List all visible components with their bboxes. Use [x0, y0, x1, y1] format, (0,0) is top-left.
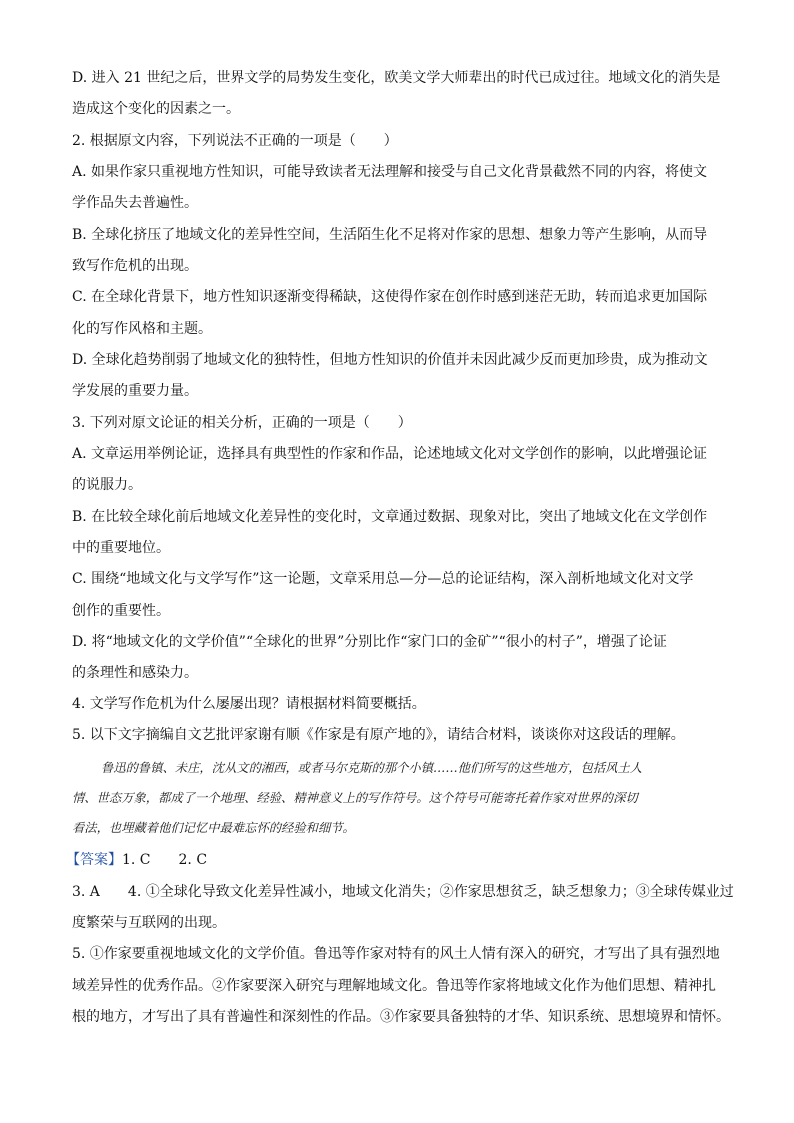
answer-line-6: 根的地方，才写出了具有普遍性和深刻性的作品。③作家要具备独特的才华、知识系统、思想境界和情怀。: [72, 1009, 730, 1025]
quote-line-1: 鲁迅的鲁镇、未庄，沈从文的湘西，或者马尔克斯的那个小镇……他们所写的这些地方，包括风土人: [101, 761, 643, 775]
q3-option-a-line-1: A. 文章运用举例论证，选择具有典型性的作家和作品，论述地域文化对文学创作的影响，以此增强论证: [72, 446, 708, 462]
answer-label: 【答案】: [66, 852, 122, 868]
q3-option-b-line-1: B. 在比较全球化前后地域文化差异性的变化时，文章通过数据、现象对比，突出了地域文化在文学创作: [72, 509, 708, 525]
answer-line-4: 5. ①作家要重视地域文化的文学价值。鲁迅等作家对特有的风土人情有深入的研究，才写出了具有强烈地: [72, 946, 720, 962]
q2-option-c-line-2: 化的写作风格和主题。: [72, 321, 212, 337]
q2-option-d-line-2: 学发展的重要力量。: [72, 383, 198, 399]
q3-option-d-line-1: D. 将“地域文化的文学价值”“全球化的世界”分别比作“家门口的金矿”“很小的村子”，增强了论证: [72, 634, 667, 650]
answer-first-line: [66, 849, 207, 869]
question-5: 5. 以下文字摘编自文艺批评家谢有顺《作家是有原产地的》，请结合材料，谈谈你对这段话的理解。: [72, 727, 685, 743]
answer-1-2: 1. C 2. C: [122, 852, 208, 868]
q3-option-d-line-2: 的条理性和感染力。: [72, 665, 198, 681]
q2-option-b-line-2: 致写作危机的出现。: [72, 258, 198, 274]
q3-option-c-line-2: 创作的重要性。: [72, 603, 170, 619]
q2-option-b-line-1: B. 全球化挤压了地域文化的差异性空间，生活陌生化不足将对作家的思想、想象力等产生影响，从而导: [72, 227, 708, 243]
quote-line-2: 情、世态万象，都成了一个地理、经验、精神意义上的写作符号。这个符号可能寄托着作家对世界的深切: [72, 791, 638, 805]
question-4: 4. 文学写作危机为什么屡屡出现？请根据材料简要概括。: [72, 696, 426, 712]
q2-option-d-line-1: D. 全球化趋势削弱了地域文化的独特性，但地方性知识的价值并未因此减少反而更加珍贵，成为推动文: [72, 352, 708, 368]
q3-option-a-line-2: 的说服力。: [72, 477, 142, 493]
answer-line-3: 度繁荣与互联网的出现。: [72, 915, 226, 931]
option-d-line-2: 造成这个变化的因素之一。: [72, 101, 240, 117]
q2-option-c-line-1: C. 在全球化背景下，地方性知识逐渐变得稀缺，这使得作家在创作时感到迷茫无助，转而追求更加国际: [72, 289, 708, 305]
q3-option-b-line-2: 中的重要地位。: [72, 540, 170, 556]
q2-option-a-line-2: 学作品失去普遍性。: [72, 195, 198, 211]
question-3: 3. 下列对原文论证的相关分析，正确的一项是（ ）: [72, 415, 412, 431]
quote-line-3: 看法，也埋藏着他们记忆中最难忘怀的经验和细节。: [72, 821, 355, 835]
answer-line-2: 3. A 4. ①全球化导致文化差异性减小，地域文化消失；②作家思想贫乏，缺乏想象力；③全球传媒业过: [72, 884, 734, 900]
q2-option-a-line-1: A. 如果作家只重视地方性知识，可能导致读者无法理解和接受与自己文化背景截然不同的内容，将使文: [72, 164, 708, 180]
answer-line-5: 域差异性的优秀作品。②作家要深入研究与理解地域文化。鲁迅等作家将地域文化作为他们思想、精神扎: [72, 978, 716, 994]
question-2: 2. 根据原文内容，下列说法不正确的一项是（ ）: [72, 133, 398, 149]
q3-option-c-line-1: C. 围绕“地域文化与文学写作”这一论题，文章采用总—分—总的论证结构，深入剖析地域文化对文学: [72, 571, 694, 587]
option-d-line-1: D. 进入 21 世纪之后，世界文学的局势发生变化，欧美文学大师辈出的时代已成过往。地域文化的消失是: [72, 70, 721, 86]
